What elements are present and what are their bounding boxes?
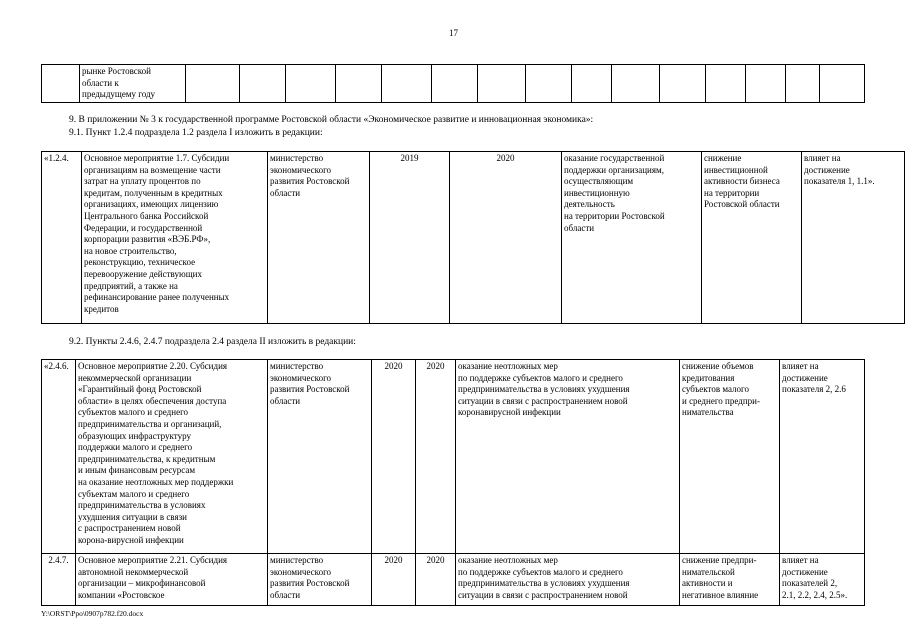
table-row	[42, 554, 865, 606]
start-year: 2020	[372, 554, 416, 606]
end-year: 2020	[416, 360, 456, 554]
expected-result: оказание неотложных мер по поддержке субъектов малого и среднего предпринимательства в условиях ухудшения ситуации в связи с распространением новой	[456, 554, 680, 606]
row-number: «2.4.6.	[42, 360, 76, 554]
indicator-link: влияет на достижение показателя 2, 2.6	[780, 360, 865, 554]
paragraph-9-2: 9.2. Пункты 2.4.6, 2.4.7 подраздела 2.4 раздела II изложить в редакции:	[69, 337, 356, 347]
table-item-1-2-4	[41, 151, 905, 324]
non-implementation-consequence: снижение объемов кредитования субъектов малого и среднего предпри- нимательства	[680, 360, 780, 554]
measure-name: Основное мероприятие 1.7. Субсидии организациям на возмещение части затрат на уплату процентов по кредитам, полученным в кредитных организациях, имеющих лицензию Центрального банка Российской Федерации, и государственной корпорации развития «ВЭБ.РФ», на новое строительство, реконструкцию, техническое перевооружение действующих предприятий, а также на рефинансирование ранее полученных кредитов	[82, 152, 268, 324]
indicator-link: влияет на достижение показателя 1, 1.1».	[802, 152, 905, 324]
footer-file-path: Y:\ORST\Ppo\0907p782.f20.docx	[41, 609, 144, 618]
executor: министерство экономического развития Ростовской области	[268, 152, 370, 324]
table-items-2-4-6-2-4-7	[41, 359, 865, 606]
fragment-empty-cell	[42, 65, 80, 103]
paragraph-9: 9. В приложении № 3 к государственной программе Ростовской области «Экономическое развитие и инновационная экономика»:	[69, 115, 594, 125]
measure-name: Основное мероприятие 2.20. Субсидия некоммерческой организации «Гарантийный фонд Ростовской области» в целях обеспечения доступа субъектов малого и среднего предпринимательства и организаций, образующих инфраструктуру поддержки малого и среднего предпринимательства, к кредитным и иным финансовым ресурсам на оказание неотложных мер поддержки субъектам малого и среднего предпринимательства в условиях ухудшения ситуации в связи с распространением новой корона-вирусной инфекции	[76, 360, 268, 554]
paragraph-9-1: 9.1. Пункт 1.2.4 подраздела 1.2 раздела I изложить в редакции:	[69, 128, 323, 138]
end-year: 2020	[450, 152, 562, 324]
measure-name: Основное мероприятие 2.21. Субсидия автономной некоммерческой организации – микрофинансовой компании «Ростовское	[76, 554, 268, 606]
non-implementation-consequence: снижение предпри- нимательской активности и негативное влияние	[680, 554, 780, 606]
indicator-link: влияет на достижение показателей 2, 2.1, 2.2, 2.4, 2.5».	[780, 554, 865, 606]
row-number: «1.2.4.	[42, 152, 82, 324]
start-year: 2019	[370, 152, 450, 324]
expected-result: оказание неотложных мер по поддержке субъектов малого и среднего предпринимательства в условиях ухудшения ситуации в связи с распространением новой коронавирусной инфекции	[456, 360, 680, 554]
row-number: 2.4.7.	[42, 554, 76, 606]
table-row	[42, 360, 865, 554]
expected-result: оказание государственной поддержки организациям, осуществляющим инвестиционную деятельность на территории Ростовской области	[562, 152, 702, 324]
page-number: 17	[449, 28, 458, 38]
continued-table-fragment	[41, 64, 865, 103]
executor: министерство экономического развития Ростовской области	[268, 360, 372, 554]
fragment-text-cell: рынке Ростовской области к предыдущему году	[80, 65, 186, 103]
start-year: 2020	[372, 360, 416, 554]
non-implementation-consequence: снижение инвестиционной активности бизнеса на территории Ростовской области	[702, 152, 802, 324]
executor: министерство экономического развития Ростовской области	[268, 554, 372, 606]
end-year: 2020	[416, 554, 456, 606]
